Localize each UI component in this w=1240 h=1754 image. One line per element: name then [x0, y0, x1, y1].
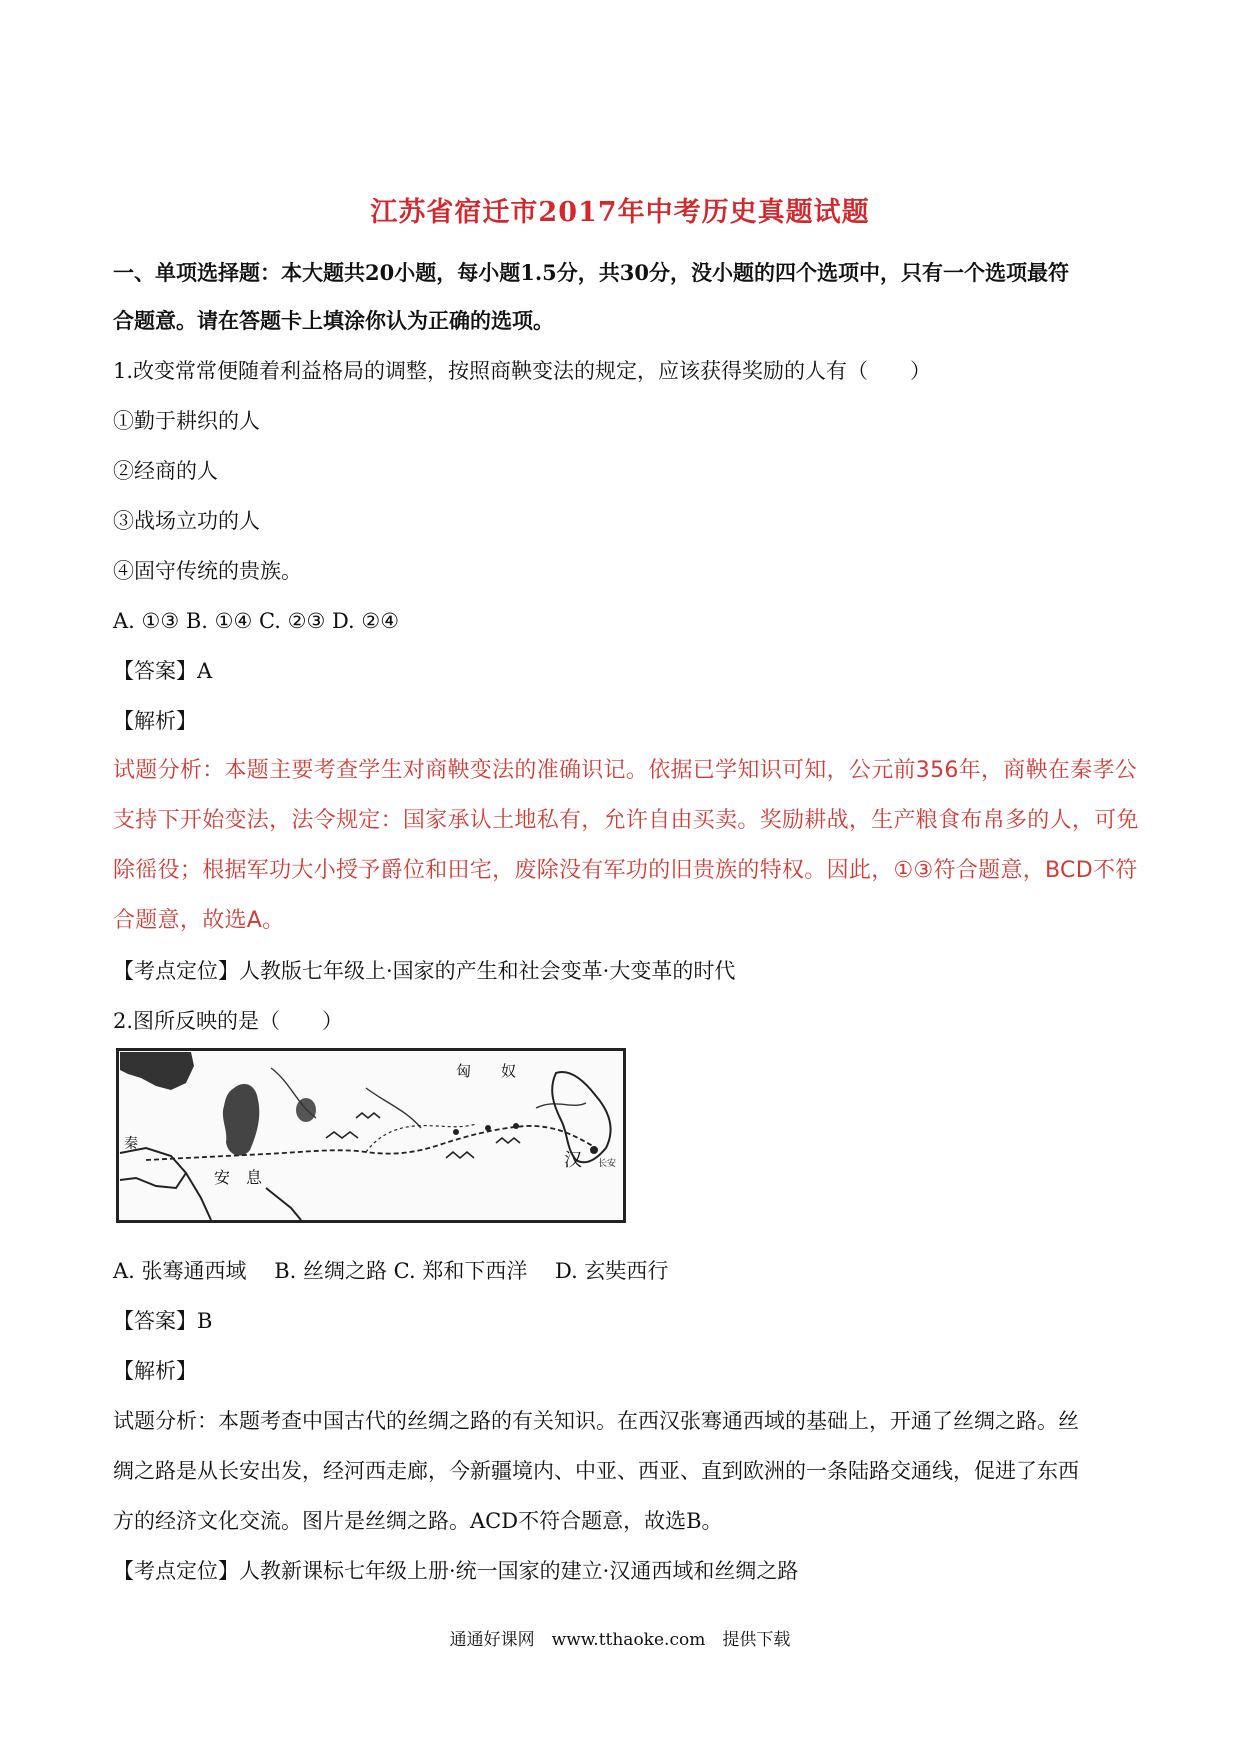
changan-city-dot: [590, 1146, 598, 1154]
map-label-han: 汉: [564, 1150, 582, 1171]
q1-option-3: ③战场立功的人: [113, 509, 260, 533]
section-heading-line2: 合题意。请在答题卡上填涂你认为正确的选项。: [113, 308, 554, 333]
q2-analysis-line1: 试题分析：本题考查中国古代的丝绸之路的有关知识。在西汉张骞通西域的基础上，开通了丝绸之路。丝: [113, 1409, 1079, 1433]
silk-road-map: [116, 1048, 626, 1223]
map-label-xiongnu: 匈 奴: [456, 1062, 517, 1080]
city-dot: [513, 1123, 519, 1129]
q1-analysis-line4: 合题意，故选A。: [113, 908, 285, 933]
q2-analysis-line2: 绸之路是从长安出发，经河西走廊，今新疆境内、中亚、西亚、直到欧洲的一条陆路交通线，促进了东西: [113, 1459, 1079, 1483]
map-label-changan: 长安: [598, 1159, 617, 1169]
map-label-anxi: 安 息: [214, 1168, 263, 1187]
q1-option-1: ①勤于耕织的人: [113, 409, 260, 433]
q1-option-4: ④固守传统的贵族。: [113, 559, 302, 583]
q2-choices: A. 张骞通西域 B. 丝绸之路 C. 郑和下西洋 D. 玄奘西行: [113, 1259, 669, 1283]
q2-analysis-line3: 方的经济文化交流。图片是丝绸之路。ACD不符合题意，故选B。: [113, 1509, 723, 1533]
q1-analysis-label: 【解析】: [113, 709, 197, 733]
page-footer: 通通好课网 www.tthaoke.com 提供下载: [449, 1630, 791, 1650]
q2-knowledge-point: 【考点定位】人教新课标七年级上册·统一国家的建立·汉通西域和丝绸之路: [113, 1559, 799, 1583]
q2-stem: 2.图所反映的是（ ）: [113, 1009, 344, 1033]
q1-choices: A. ①③ B. ①④ C. ②③ D. ②④: [113, 609, 400, 633]
q1-option-2: ②经商的人: [113, 459, 218, 483]
q1-analysis-line3: 除徭役；根据军功大小授予爵位和田宅，废除没有军功的旧贵族的特权。因此，①③符合题意，BCD不符: [113, 858, 1138, 883]
city-dot: [453, 1129, 459, 1135]
q2-answer: 【答案】B: [113, 1309, 213, 1333]
q1-stem: 1.改变常常便随着利益格局的调整，按照商鞅变法的规定，应该获得奖励的人有（ ）: [113, 359, 932, 383]
q1-analysis-line1: 试题分析：本题主要考查学生对商鞅变法的准确识记。依据已学知识可知，公元前356年，商鞅在秦孝公: [113, 758, 1138, 783]
aral-sea-shape: [296, 1098, 316, 1122]
q1-analysis-line2: 支持下开始变法，法令规定：国家承认土地私有，允许自由买卖。奖励耕战，生产粮食布帛多的人，可免: [113, 808, 1139, 833]
q1-knowledge-point: 【考点定位】人教版七年级上·国家的产生和社会变革·大变革的时代: [113, 959, 736, 983]
q1-answer: 【答案】A: [113, 659, 213, 683]
q2-analysis-label: 【解析】: [113, 1359, 197, 1383]
section-heading-line1: 一、单项选择题：本大题共20小题，每小题1.5分，共30分，没小题的四个选项中，只有一个选项最符: [113, 260, 1069, 285]
page-title: 江苏省宿迁市2017年中考历史真题试题: [370, 197, 870, 228]
city-dot: [485, 1125, 491, 1131]
map-label-qin: 秦: [124, 1136, 138, 1152]
